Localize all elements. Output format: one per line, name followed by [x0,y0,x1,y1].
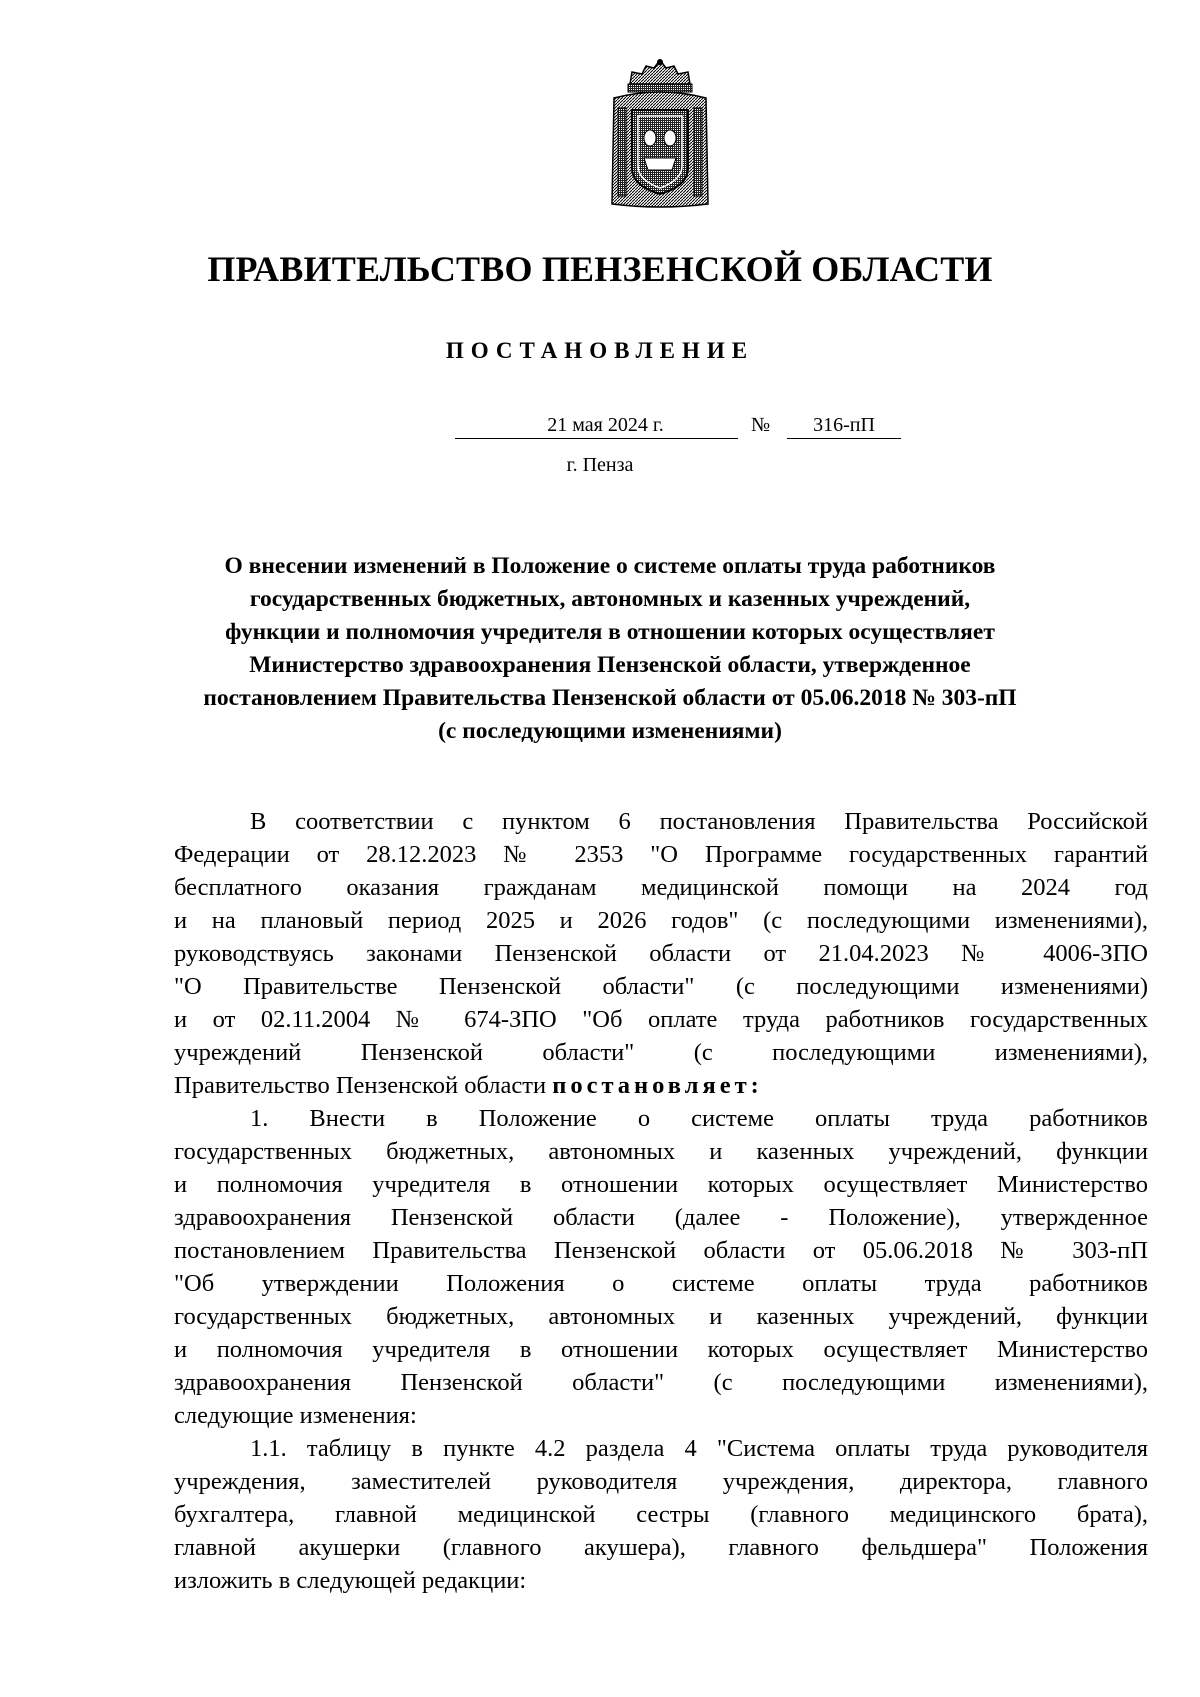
body-line: руководствуясь законами Пензенской области от 21.04.2023 № 4006-ЗПО [174,940,1148,967]
body-line [174,1069,1148,1102]
document-subject [172,550,1048,748]
body-line: здравоохранения Пензенской области (далее - Положение), утвержденное [174,1204,1148,1231]
document-number: 316-пП [787,412,901,439]
body-line: государственных бюджетных, автономных и казенных учреждений, функции [174,1138,1148,1165]
resolves-prefix: Правительство Пензенской области [174,1072,553,1099]
body-line: бесплатного оказания гражданам медицинской помощи на 2024 год [174,874,1148,901]
document-type: ПОСТАНОВЛЕНИЕ [445,338,755,363]
body-line: Федерации от 28.12.2023 № 2353 "О Программе государственных гарантий [174,841,1148,868]
subject-line: постановлением Правительства Пензенской области от 05.06.2018 № 303-пП [203,685,1017,711]
body-line: государственных бюджетных, автономных и казенных учреждений, функции [174,1303,1148,1330]
body-line: и полномочия учредителя в отношении которых осуществляет Министерство [174,1171,1148,1198]
subject-line: Министерство здравоохранения Пензенской области, утвержденное [249,652,971,678]
authority-title: ПРАВИТЕЛЬСТВО ПЕНЗЕНСКОЙ ОБЛАСТИ [207,249,993,289]
subject-line: (с последующими изменениями) [438,718,782,744]
body-line: учреждения, заместителей руководителя учреждения, директора, главного [174,1468,1148,1495]
coat-of-arms-icon [608,58,712,210]
subject-line: О внесении изменений в Положение о системе оплаты труда работников [224,553,996,579]
date-number-line [455,412,905,442]
body-line: постановлением Правительства Пензенской области от 05.06.2018 № 303-пП [174,1237,1148,1264]
body-line: и полномочия учредителя в отношении которых осуществляет Министерство [174,1336,1148,1363]
body-line: 1. Внести в Положение о системе оплаты труда работников [250,1105,1148,1132]
body-line: и от 02.11.2004 № 674-ЗПО "Об оплате труда работников государственных [174,1006,1148,1033]
subject-line: функции и полномочия учредителя в отношении которых осуществляет [225,619,995,645]
document-date: 21 мая 2024 г. [455,412,738,439]
resolves-keyword: постановляет: [552,1072,763,1099]
document-body [174,805,1148,1597]
body-line: В соответствии с пунктом 6 постановления Правительства Российской [250,808,1148,835]
body-line: "Об утверждении Положения о системе оплаты труда работников [174,1270,1148,1297]
body-line: и на плановый период 2025 и 2026 годов" (с последующими изменениями), [174,907,1148,934]
body-line: здравоохранения Пензенской области" (с последующими изменениями), [174,1369,1148,1396]
body-line: главной акушерки (главного акушера), главного фельдшера" Положения [174,1534,1148,1561]
body-line: следующие изменения: [174,1402,417,1429]
subject-line: государственных бюджетных, автономных и казенных учреждений, [249,586,971,612]
number-sign: № [751,414,771,436]
city: г. Пенза [566,454,634,476]
body-line: бухгалтера, главной медицинской сестры (главного медицинского брата), [174,1501,1148,1528]
body-line: изложить в следующей редакции: [174,1567,527,1594]
body-line: "О Правительстве Пензенской области" (с последующими изменениями) [174,973,1148,1000]
body-line: учреждений Пензенской области" (с последующими изменениями), [174,1039,1148,1066]
body-line: 1.1. таблицу в пункте 4.2 раздела 4 "Система оплаты труда руководителя [250,1435,1148,1462]
